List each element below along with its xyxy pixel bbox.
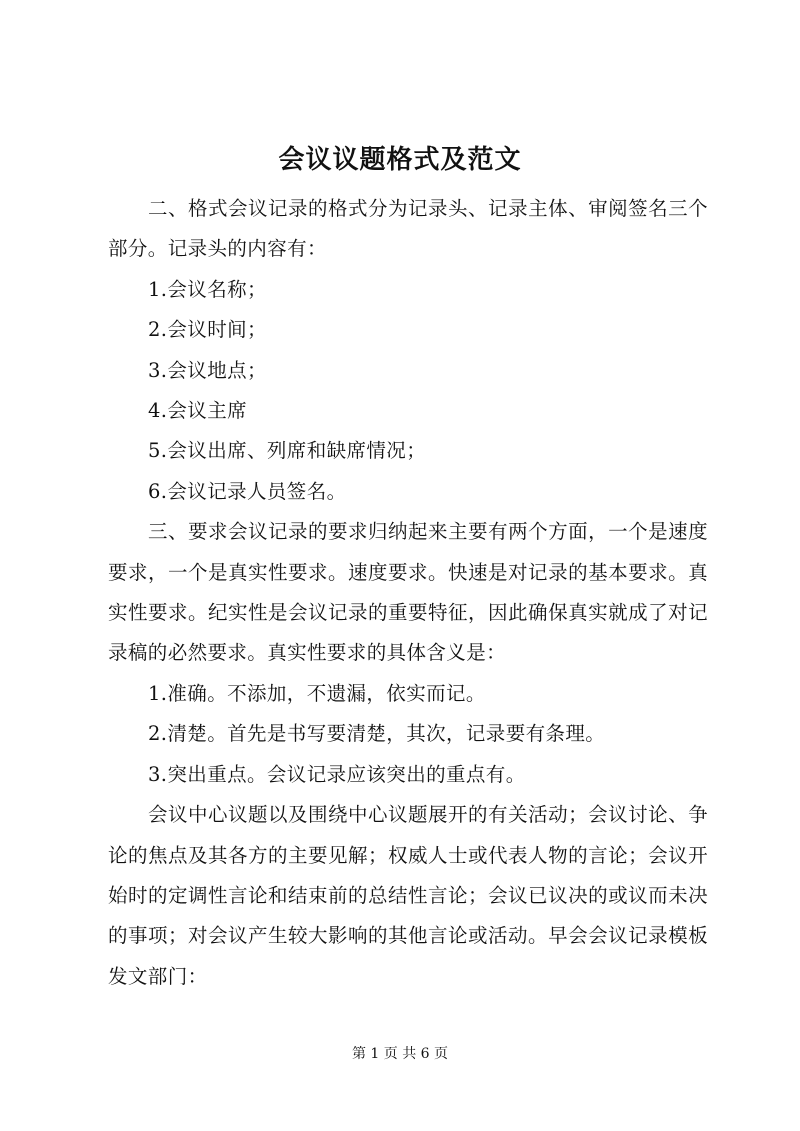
paragraph-requirements: 三、要求会议记录的要求归纳起来主要有两个方面，一个是速度要求，一个是真实性要求。速度要求。快速是对记录的基本要求。真实性要求。纪实性是会议记录的重要特征，因此确保真实就成了对记录稿的必然要求。真实性要求的具体含义是： [108, 520, 708, 665]
list-item-meeting-time: 2.会议时间； [148, 318, 267, 342]
list-item-recorder-signature: 6.会议记录人员签名。 [148, 479, 347, 503]
list-item-meeting-place: 3.会议地点； [148, 358, 267, 382]
paragraph-format-intro: 二、格式会议记录的格式分为记录头、记录主体、审阅签名三个部分。记录头的内容有： [108, 197, 708, 261]
list-item-meeting-chair: 4.会议主席 [148, 399, 248, 423]
list-item-accurate: 1.准确。不添加，不遗漏，依实而记。 [148, 681, 486, 705]
list-item-attendance: 5.会议出席、列席和缺席情况； [148, 439, 427, 463]
list-item-key-points: 3.突出重点。会议记录应该突出的重点有。 [148, 762, 526, 786]
document-title: 会议议题格式及范文 [278, 145, 522, 175]
list-item-meeting-name: 1.会议名称； [148, 277, 267, 301]
document-body [108, 189, 708, 997]
list-item-clear: 2.清楚。首先是书写要清楚，其次，记录要有条理。 [148, 722, 606, 746]
page-footer: 第 1 页 共 6 页 [351, 1046, 449, 1062]
paragraph-key-points-detail: 会议中心议题以及围绕中心议题展开的有关活动；会议讨论、争论的焦点及其各方的主要见解；权威人士或代表人物的言论；会议开始时的定调性言论和结束前的总结性言论；会议已议决的或议而未决的事项；对会议产生较大影响的其他言论或活动。早会会议记录模板发文部门： [108, 803, 708, 988]
